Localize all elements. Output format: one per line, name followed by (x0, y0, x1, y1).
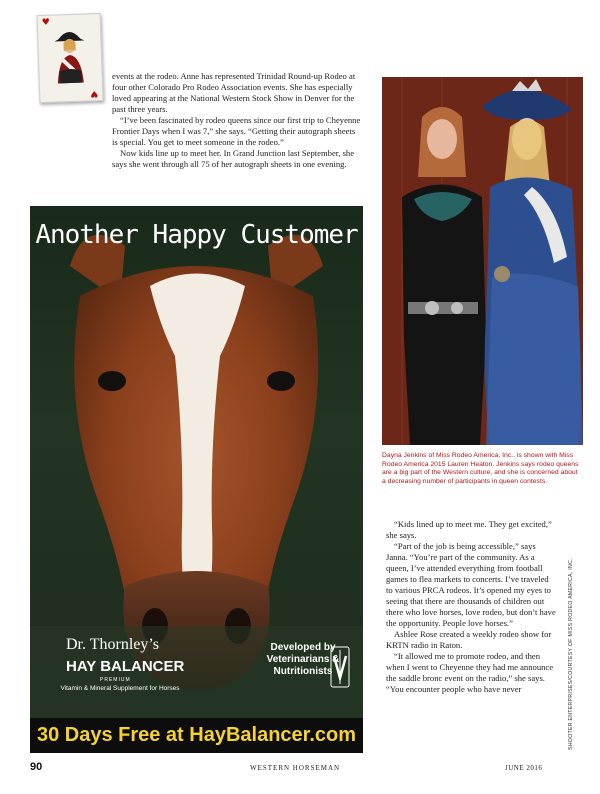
photo-caption: Dayna Jenkins of Miss Rodeo America, Inc., is shown with Miss Rodeo America 2015 Lauren Heaton. Jenkins says rodeo queens are a big part of the Western culture, and she is concerned about a decreasing number of participants in queen contests. (382, 452, 579, 485)
rodeo-queens-photo (382, 77, 583, 445)
article-paragraph: Ashlee Rose created a weekly rodeo show for KRTN radio in Raton. (386, 629, 552, 650)
hay-balancer-ad[interactable] (30, 206, 363, 753)
issue-date: JUNE 2016 (505, 764, 543, 772)
article-paragraph: events at the rodeo. Anne has represented Trinidad Round-up Rodeo at four other Colorado Pro Rodeo Association events. She has especially loved appearing at the National Western Stock Show in Denver for the past three years. (112, 71, 356, 114)
product-premium-label: PREMIUM (100, 677, 131, 683)
article-paragraph: Now kids line up to meet her. In Grand Junction last September, she says she went through all 75 of her autograph sheets in one evening. (112, 148, 355, 169)
article-paragraph: “I’ve been fascinated by rodeo queens since our first trip to Cheyenne Frontier Days when I was 7,” she says. “Getting their autograph sheets is special. You get to meet someone in the rodeo.” (112, 115, 361, 147)
article-paragraph: “It allowed me to promote rodeo, and then when I went to Cheyenne they had me announce the saddle bronc event on the radio,” she says. “You encounter people who have never (386, 651, 554, 694)
photo-credit: SHOOTER ENTERPRISES/COURTESY OF MISS RODEO AMERICA, INC. (568, 558, 574, 750)
product-name: HAY BALANCER (66, 658, 185, 675)
page-number: 90 (30, 761, 43, 773)
developed-by-text: Developed by Veterinarians & Nutritionists (266, 642, 340, 677)
article-left-column (112, 71, 362, 170)
article-right-column (386, 519, 556, 695)
publication-name: WESTERN HORSEMAN (250, 764, 341, 772)
article-paragraph: “Part of the job is being accessible,” says Janna. “You’re part of the community. As a queen, I’ve attended everything from football games to flea markets to concerts. I’ve traveled to various PRCA rodeos. It’s opened my eyes to seeing that there are thousands of children out there who love horses, love rodeo, but don’t have the opportunity. People love horses.” (386, 541, 556, 628)
veterinary-caduceus-icon (330, 646, 350, 688)
ad-headline: Another Happy Customer (35, 220, 358, 250)
queen-card-logo-icon: ♥ ♥ (36, 13, 103, 103)
brand-name: Dr. Thornley’s (66, 636, 160, 653)
product-subtitle: Vitamin & Mineral Supplement for Horses (60, 685, 180, 692)
article-paragraph: “Kids lined up to meet me. They get excited,” she says. (386, 519, 552, 540)
ad-cta-link[interactable]: 30 Days Free at HayBalancer.com (30, 718, 363, 753)
